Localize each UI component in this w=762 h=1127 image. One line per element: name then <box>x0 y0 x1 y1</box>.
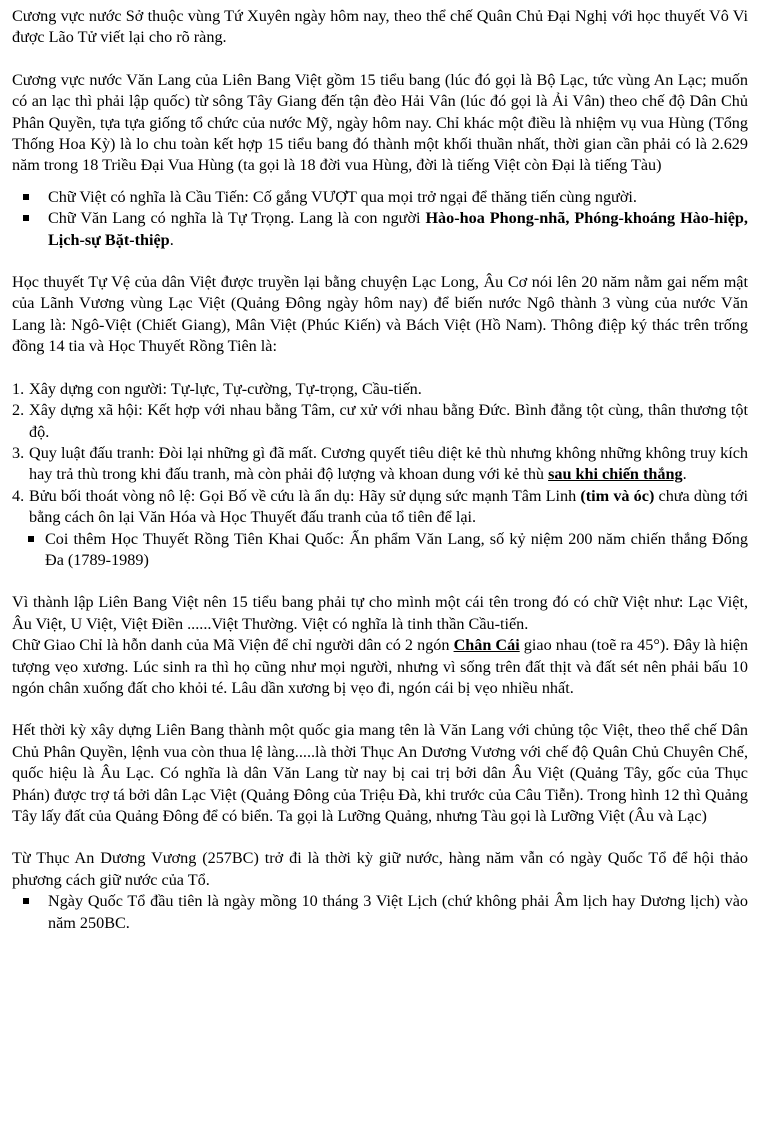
numbered-item-4-bold: (tim và óc) <box>580 486 655 505</box>
paragraph-giao-chi-end: giao nhau (toẽ ra 45°). Đây là hiện tượng vẹo xương. Lúc sinh ra thì họ cũng như mọi người, nhưng vì sống trên đất thịt và đất sét nên phải bấu 10 ngón chân xuống đất cho khỏi té. Lâu dần xương bị vẹo đi, ngón cái bị vẹo nhiều nhất. <box>12 636 749 697</box>
paragraph-self-defense-doctrine: Học thuyết Tự Vệ của dân Việt được truyền lại bằng chuyện Lạc Long, Âu Cơ nói lên 20 năm nằm gai nếm mật của Lãnh Vương vùng Lạc Việt (Quảng Đông ngày hôm nay) để biến nước Ngô thành 3 vùng của nước Văn Lang là: Ngô-Việt (Chiết Giang), Mân Việt (Phúc Kiến) và Bách Việt (Hồ Nam). Thông điệp ký thác trên trống đồng 14 tia và Học Thuyết Rồng Tiên là: <box>12 273 748 356</box>
paragraph-gap <box>12 49 748 70</box>
item-number: 1. <box>12 379 25 398</box>
paragraph-gap <box>12 177 748 187</box>
paragraph-gap <box>12 358 748 379</box>
bullet-item-reference <box>12 529 748 572</box>
paragraph-van-lang-territory: Cương vực nước Văn Lang của Liên Bang Việt gồm 15 tiểu bang (lúc đó gọi là Bộ Lạc, tức vùng An Lạc; muốn có an lạc thì phải lập quốc) từ sông Tây Giang đến tận đèo Hải Vân (lúc đó gọi là Ải Vân) theo chế độ Dân Chủ Phân Quyền, tựa tựa giống tổ chức của nước Mỹ, ngày hôm nay. Chỉ khác một điều là nhiệm vụ vua Hùng (Tổng Thống Hoa Kỳ) là lo chu toàn kết hợp 15 tiểu bang đó thành một khối thuần nhất, thời gian cần phải có là 2.629 năm trong 18 Triều Đại Vua Hùng (ta gọi là 18 đời vua Hùng, đời là tiếng Việt còn Đại là tiếng Tàu) <box>12 70 748 175</box>
numbered-item-1 <box>12 379 748 400</box>
item-number: 2. <box>12 401 25 420</box>
numbered-item-3-text: Quy luật đấu tranh: Đòi lại những gì đã mất. Cương quyết tiêu diệt kẻ thù nhưng không những không truy kích hay trả thù trong khi đấu tranh, mà còn phải độ lượng và khoan dung với kẻ thù <box>29 443 748 484</box>
paragraph-federation-names: Vì thành lập Liên Bang Việt nên 15 tiểu bang phải tự cho mình một cái tên trong đó có chữ Việt như: Lạc Việt, Âu Việt, U Việt, Việt Điền ......Việt Thường. Việt có nghĩa là tinh thần Cầu-tiến. <box>12 593 748 633</box>
bullet-item-van-lang-text: Chữ Văn Lang có nghĩa là Tự Trọng. Lang là con người <box>48 209 426 228</box>
numbered-item-4-end: chưa dùng tới bằng cách ôn lại Văn Hóa và Học Thuyết đấu tranh của tổ tiên để lại. <box>29 486 748 527</box>
item-number: 4. <box>12 486 25 505</box>
paragraph-gap <box>12 251 748 272</box>
paragraph-giao-chi <box>12 635 748 699</box>
bullet-item-van-lang-bold: Hào-hoa Phong-nhã, Phóng-khoáng Hào-hiệp, Lịch-sự Bặt-thiệp <box>48 209 748 249</box>
numbered-item-2-text: Xây dựng xã hội: Kết hợp với nhau bằng Tâm, cư xử với nhau bằng Đức. Bình đẳng tột cùng, thân thương tột độ. <box>29 401 748 441</box>
bullet-list-ancestor-day <box>12 891 748 934</box>
item-number: 3. <box>12 443 25 462</box>
bullet-item-reference-text: Coi thêm Học Thuyết Rồng Tiên Khai Quốc: Ấn phẩm Văn Lang, số kỷ niệm 200 năm chiến thắng Đống Đa (1789-1989) <box>45 529 748 569</box>
numbered-item-3 <box>12 443 748 486</box>
bullet-item-ancestor-day-text: Ngày Quốc Tổ đầu tiên là ngày mồng 10 tháng 3 Việt Lịch (chứ không phải Âm lịch hay Dương lịch) vào năm 250BC. <box>48 892 748 932</box>
paragraph-giao-chi-text: Chữ Giao Chỉ là hỗn danh của Mã Viện để chỉ người dân có 2 ngón <box>12 636 454 655</box>
paragraph-gap <box>12 699 748 720</box>
bullet-item-viet <box>12 187 748 208</box>
paragraph-giao-chi-underlined: Chân Cái <box>453 636 520 655</box>
bullet-item-ancestor-day <box>12 891 748 934</box>
numbered-item-1-text: Xây dựng con người: Tự-lực, Tự-cường, Tự-trọng, Cầu-tiến. <box>29 379 422 398</box>
bullet-item-van-lang <box>12 208 748 251</box>
paragraph-so-territory: Cương vực nước Sở thuộc vùng Tứ Xuyên ngày hôm nay, theo thể chế Quân Chủ Đại Nghị với học thuyết Vô Vi được Lão Tử viết lại cho rõ ràng. <box>12 7 748 47</box>
paragraph-gap <box>12 827 748 848</box>
paragraph-thuc-an-duong-vuong: Hết thời kỳ xây dựng Liên Bang thành một quốc gia mang tên là Văn Lang với chủng tộc Việt, theo thể chế Dân Chủ Phân Quyền, lệnh vua còn thua lệ làng.....là thời Thục An Dương Vương với chế độ Quân Chủ Chuyên Chế, quốc hiệu là Âu Lạc. Có nghĩa là dân Văn Lang từ nay bị cai trị bởi dân Âu Việt (Quảng Tây, gốc của Thục Phán) được trợ tá bởi dân Lạc Việt (Quảng Đông của Triệu Đà, khi trước của Câu Tiễn). Trong hình 12 thì Quảng Tây lấy đất của Quảng Đông để có biển. Ta gọi là Lưỡng Quảng, nhưng Tàu gọi là Lưỡng Việt (Âu và Lạc) <box>12 721 748 825</box>
numbered-item-4-text: Bửu bối thoát vòng nô lệ: Gọi Bố về cứu là ẩn dụ: Hãy sử dụng sức mạnh Tâm Linh <box>29 486 581 505</box>
numbered-item-2 <box>12 400 748 443</box>
numbered-list-doctrine <box>12 379 748 529</box>
numbered-item-4 <box>12 486 748 529</box>
bullet-list-meanings <box>12 187 748 251</box>
bullet-list-reference <box>12 529 748 572</box>
bullet-item-van-lang-end: . <box>169 230 174 249</box>
numbered-item-3-underlined: sau khi chiến thắng <box>548 465 683 484</box>
bullet-item-viet-text: Chữ Việt có nghĩa là Cầu Tiến: Cố gắng VƯỢT qua mọi trở ngại để thăng tiến cùng người. <box>48 187 637 206</box>
numbered-item-3-end: . <box>682 465 687 484</box>
paragraph-keeping-country: Từ Thục An Dương Vương (257BC) trở đi là thời kỳ giữ nước, hàng năm vẫn có ngày Quốc Tổ để hội thảo phương cách giữ nước của Tổ. <box>12 849 748 889</box>
paragraph-gap <box>12 571 748 592</box>
